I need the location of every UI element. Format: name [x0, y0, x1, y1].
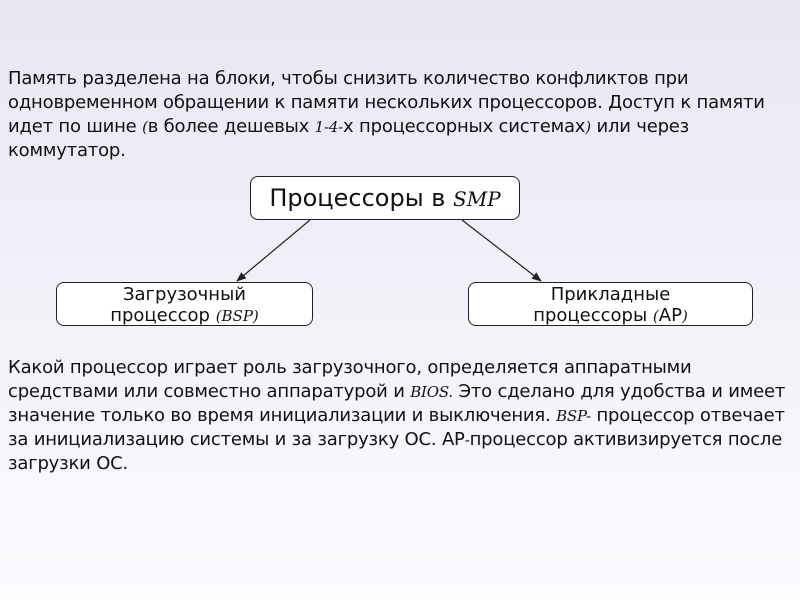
- intro-paragraph: [8, 67, 794, 163]
- node-ap-line2: [469, 305, 752, 327]
- summary-bios: BIOS.: [410, 383, 453, 401]
- node-ap-paren-open: (: [652, 307, 659, 325]
- summary-text-init: процессор отвечает за инициализацию системы и за загрузку ОС. АР: [8, 405, 785, 450]
- intro-paren-close: ): [585, 118, 591, 136]
- summary-text-purpose: Это сделано для удобства и имеет значение только во время инициализации и выключения.: [8, 381, 786, 426]
- node-bsp-abbr: (BSP): [215, 307, 259, 325]
- node-ap-paren-close: ): [681, 307, 688, 325]
- node-smp-abbr: SMP: [453, 187, 501, 211]
- summary-text: Какой процессор играет роль загрузочного, определяется аппаратными средствами или совместно аппаратурой и: [8, 357, 692, 402]
- node-smp-label: Процессоры в: [269, 184, 454, 212]
- intro-text: Память разделена на блоки, чтобы снизить количество конфликтов при одновременном обращении к памяти нескольких процессоров. Доступ к памяти идет по шине: [8, 68, 765, 137]
- node-bsp-label: процессор: [110, 305, 216, 326]
- intro-paren-open: (: [142, 118, 148, 136]
- summary-bsp: BSP-: [556, 407, 591, 425]
- summary-text-ap: процессор активизируется после загрузки ОС.: [8, 429, 783, 474]
- node-ap-line1: Прикладные: [550, 284, 671, 305]
- node-ap-abbr: АР: [658, 305, 682, 326]
- node-bsp-line2: [57, 305, 312, 327]
- node-application-processors: [468, 282, 753, 326]
- node-bootstrap-processor: [56, 282, 313, 326]
- node-smp-processors: [250, 176, 520, 220]
- intro-text-cheap: в более дешевых: [147, 116, 315, 137]
- intro-text-systems: х процессорных системах: [343, 116, 586, 137]
- node-ap-label: процессоры: [533, 305, 653, 326]
- summary-dash: -: [464, 431, 470, 449]
- intro-processor-range: 1-4-: [314, 118, 344, 136]
- arrow-to-ap: [462, 220, 541, 281]
- node-bsp-line1: Загрузочный: [122, 284, 246, 305]
- summary-paragraph: [8, 356, 794, 476]
- arrow-to-bsp: [237, 220, 310, 281]
- intro-text-switch: или через коммутатор.: [8, 116, 690, 161]
